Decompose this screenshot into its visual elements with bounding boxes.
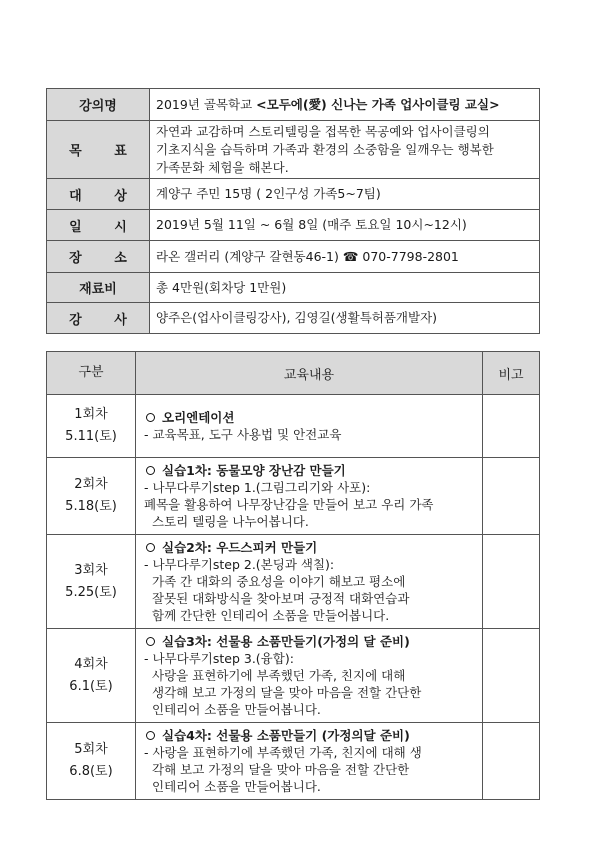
session-label [47, 723, 136, 800]
header-content: 교육내용 [136, 352, 483, 395]
info-value: 라온 갤러리 (계양구 갈현동46-1) ☎ 070-7798-2801 [150, 241, 540, 273]
schedule-table [46, 351, 540, 800]
session-content [136, 395, 483, 458]
session-title-line [142, 409, 476, 426]
session-line: 가족 간 대화의 중요성을 이야기 해보고 평소에 [152, 574, 406, 589]
session-line: - 나무다루기step 2.(본딩과 색칠): [144, 557, 335, 572]
info-row-course-name [47, 89, 540, 121]
session-line: 폐목을 활용하여 나무장난감을 만들어 보고 우리 가족 [144, 497, 434, 512]
course-title: <모두에(愛) 신나는 가족 업사이클링 교실> [256, 96, 500, 112]
session-line: - 사랑을 표현하기에 부족했던 가족, 친지에 대해 생 [144, 745, 422, 760]
session-title-line [142, 539, 476, 556]
info-label: 대 상 [47, 179, 150, 210]
info-row-material-fee [47, 273, 540, 303]
session-line: 생각해 보고 가정의 달을 맞아 마음을 전할 간단한 [152, 685, 422, 700]
session-line: 인테리어 소품을 만들어봅니다. [152, 702, 321, 717]
session-line: - 나무다루기step 1.(그림그리기와 사포): [144, 480, 371, 495]
info-value [150, 89, 540, 121]
session-note [483, 395, 540, 458]
session-label [47, 395, 136, 458]
session-title: 실습1차: 동물모양 장난감 만들기 [162, 463, 346, 478]
session-content [136, 629, 483, 723]
info-label: 강의명 [47, 89, 150, 121]
session-row [47, 458, 540, 535]
session-number: 5회차 [74, 742, 108, 757]
session-title: 실습4차: 선물용 소품만들기 (가정의달 준비) [162, 728, 410, 743]
info-row-goal [47, 121, 540, 179]
goal-line: 자연과 교감하며 스토리텔링을 접목한 목공예와 업사이클링의 [156, 123, 490, 139]
session-note [483, 535, 540, 629]
session-content [136, 723, 483, 800]
session-line: 잘못된 대화방식을 찾아보며 긍정적 대화연습과 [152, 591, 410, 606]
course-info-table [46, 88, 540, 334]
session-note [483, 723, 540, 800]
session-date: 5.11(토) [65, 429, 117, 444]
info-row-place [47, 241, 540, 273]
session-note [483, 458, 540, 535]
circle-bullet-icon [146, 413, 155, 422]
circle-bullet-icon [146, 466, 155, 475]
session-line: 스토리 텔링을 나누어봅니다. [152, 514, 309, 529]
session-row [47, 629, 540, 723]
session-title: 오리엔테이션 [162, 410, 235, 425]
session-row [47, 395, 540, 458]
circle-bullet-icon [146, 731, 155, 740]
circle-bullet-icon [146, 543, 155, 552]
circle-bullet-icon [146, 637, 155, 646]
info-label: 일 시 [47, 210, 150, 241]
session-label [47, 535, 136, 629]
info-label: 강 사 [47, 303, 150, 334]
session-title-line [142, 462, 476, 479]
goal-line: 기초지식을 습득하며 가족과 환경의 소중함을 일깨우는 행복한 [156, 141, 494, 157]
session-note [483, 629, 540, 723]
session-title: 실습3차: 선물용 소품만들기(가정의 달 준비) [162, 634, 410, 649]
session-line: 사랑을 표현하기에 부족했던 가족, 친지에 대해 [152, 668, 406, 683]
info-label: 목 표 [47, 121, 150, 179]
info-row-instructor [47, 303, 540, 334]
session-number: 1회차 [74, 407, 108, 422]
session-number: 3회차 [74, 562, 108, 578]
session-date: 5.18(토) [65, 499, 117, 514]
header-note: 비고 [483, 352, 540, 395]
session-date: 6.8(토) [69, 764, 113, 779]
session-line: 함께 간단한 인테리어 소품을 만들어봅니다. [152, 608, 390, 623]
session-date: 6.1(토) [69, 678, 113, 694]
session-label [47, 629, 136, 723]
info-value: 양주은(업사이클링강사), 김영길(생활특허품개발자) [150, 303, 540, 334]
course-year-prefix: 2019년 골목학교 [156, 96, 257, 112]
session-date: 5.25(토) [65, 584, 117, 600]
session-row [47, 535, 540, 629]
session-title: 실습2차: 우드스피커 만들기 [162, 540, 318, 555]
header-category: 구분 [47, 352, 136, 395]
info-label: 재료비 [47, 273, 150, 303]
session-line: - 교육목표, 도구 사용법 및 안전교육 [144, 427, 342, 442]
info-row-datetime [47, 210, 540, 241]
session-row [47, 723, 540, 800]
session-number: 4회차 [74, 656, 108, 672]
session-content [136, 535, 483, 629]
session-content [136, 458, 483, 535]
goal-line: 가족문화 체험을 해본다. [156, 159, 289, 175]
session-line: - 나무다루기step 3.(융합): [144, 651, 294, 666]
session-label [47, 458, 136, 535]
session-line: 인테리어 소품을 만들어봅니다. [152, 779, 321, 794]
info-value [150, 121, 540, 179]
session-title-line [142, 727, 476, 744]
info-value: 계양구 주민 15명 ( 2인구성 가족5~7팀) [150, 179, 540, 210]
schedule-header-row [47, 352, 540, 395]
info-label: 장 소 [47, 241, 150, 273]
session-line: 각해 보고 가정의 달을 맞아 마음을 전할 간단한 [152, 762, 410, 777]
info-value: 총 4만원(회차당 1만원) [150, 273, 540, 303]
session-title-line [142, 633, 476, 650]
session-number: 2회차 [74, 477, 108, 492]
info-value: 2019년 5월 11일 ~ 6월 8일 (매주 토요일 10시~12시) [150, 210, 540, 241]
info-row-target [47, 179, 540, 210]
